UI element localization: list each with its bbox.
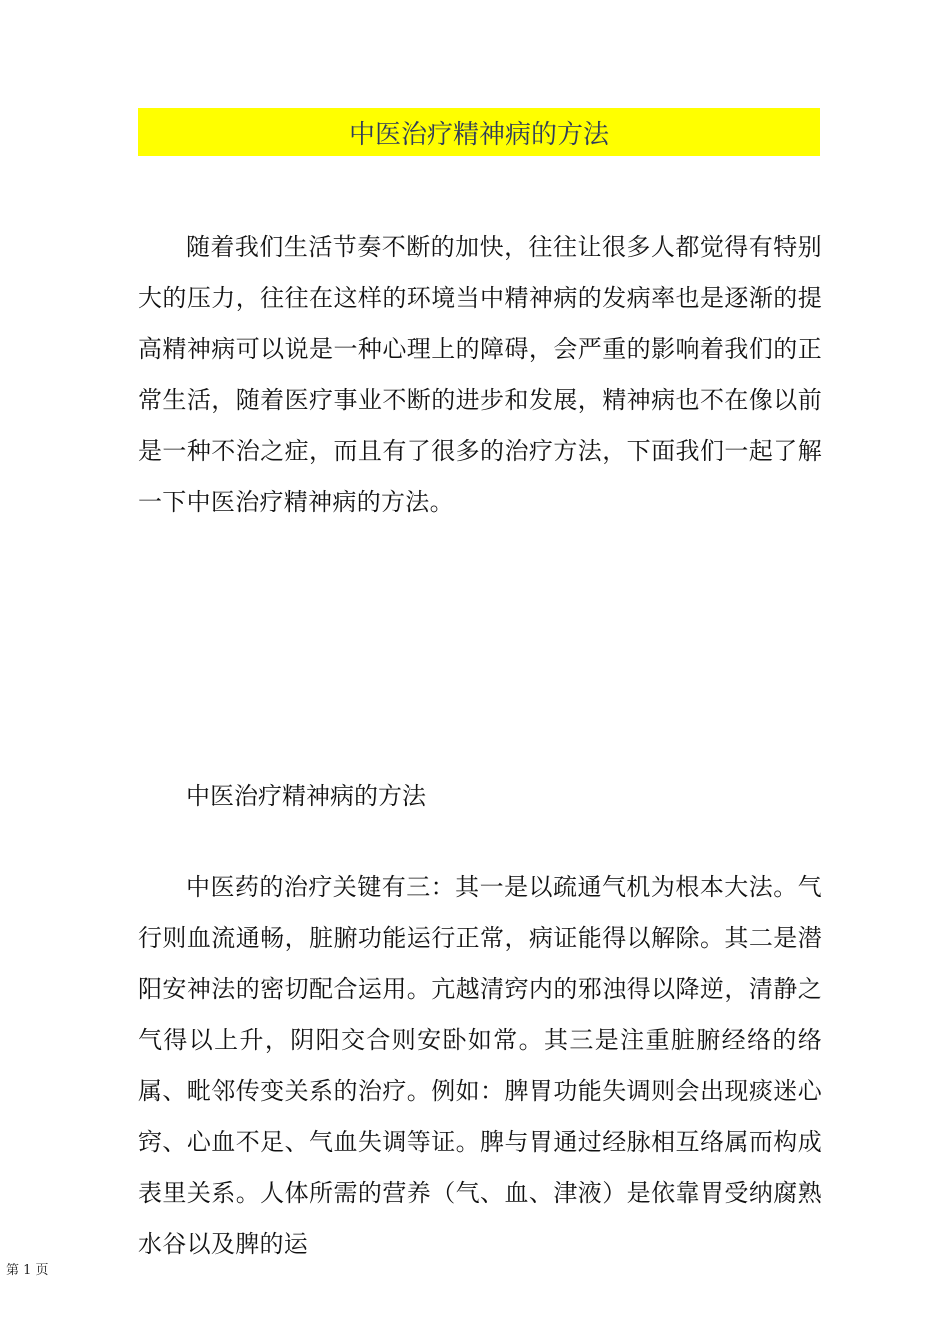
- intro-paragraph: 随着我们生活节奏不断的加快，往往让很多人都觉得有特别大的压力，往往在这样的环境当中精神病的发病率也是逐渐的提高精神病可以说是一种心理上的障碍，会严重的影响着我们的正常生活，随着医疗事业不断的进步和发展，精神病也不在像以前是一种不治之症，而且有了很多的治疗方法，下面我们一起了解一下中医治疗精神病的方法。: [138, 233, 822, 516]
- body-paragraph: 中医药的治疗关键有三：其一是以疏通气机为根本大法。气行则血流通畅，脏腑功能运行正常，病证能得以解除。其二是潜阳安神法的密切配合运用。亢越清窍内的邪浊得以降逆，清静之气得以上升，阴阳交合则安卧如常。其三是注重脏腑经络的络属、毗邻传变关系的治疗。例如：脾胃功能失调则会出现痰迷心窍、心血不足、气血失调等证。脾与胃通过经脉相互络属而构成表里关系。人体所需的营养（气、血、津液）是依靠胃受纳腐熟水谷以及脾的运: [138, 873, 822, 1258]
- page-number: 第 1 页: [6, 1263, 49, 1278]
- document-title: 中医治疗精神病的方法: [348, 119, 609, 150]
- title-highlight-bar: [138, 108, 820, 156]
- section-heading: 中医治疗精神病的方法: [186, 782, 426, 810]
